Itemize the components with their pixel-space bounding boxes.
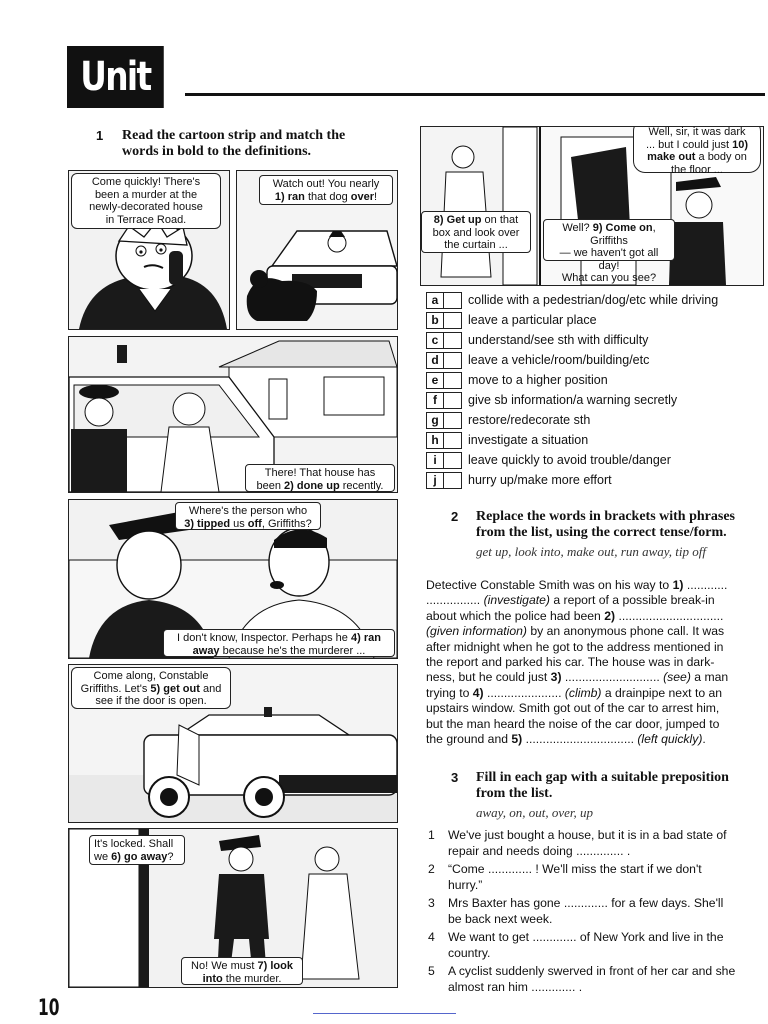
cartoon-panel-6 xyxy=(420,126,764,286)
answer-box[interactable] xyxy=(444,432,462,449)
cartoon-panel-3 xyxy=(68,499,398,659)
answer-box[interactable] xyxy=(444,472,462,489)
speech-bubble-6b: 8) Get up on that box and look over the curtain ... xyxy=(421,211,531,253)
definition-text: leave a particular place xyxy=(468,313,597,327)
definition-letter: c xyxy=(426,332,444,349)
speech-bubble-1b: Watch out! You nearly 1) ran that dog over! xyxy=(259,175,393,205)
definition-letter: g xyxy=(426,412,444,429)
cartoon-panel-1a xyxy=(68,170,230,330)
definition-text: leave quickly to avoid trouble/danger xyxy=(468,453,671,467)
footer-link-line xyxy=(313,1013,456,1014)
definition-row xyxy=(426,291,718,309)
cartoon-panel-2 xyxy=(68,336,398,493)
page-number: 10 xyxy=(38,996,60,1021)
definition-row xyxy=(426,451,671,469)
definition-text: collide with a pedestrian/dog/etc while driving xyxy=(468,293,719,307)
answer-box[interactable] xyxy=(444,332,462,349)
speech-bubble-5b: No! We must 7) look into the murder. xyxy=(181,957,303,985)
exercise3-number: 3 xyxy=(451,770,459,785)
definition-text: understand/see sth with difficulty xyxy=(468,333,649,347)
exercise1-number: 1 xyxy=(96,128,104,143)
definition-letter: b xyxy=(426,312,444,329)
definition-letter: f xyxy=(426,392,444,409)
unit-title: Unit 2 xyxy=(67,46,164,108)
definition-row xyxy=(426,331,648,349)
speech-bubble-1a: Come quickly! There's been a murder at the newly-decorated house in Terrace Road. xyxy=(71,173,221,229)
gap[interactable]: ................................ xyxy=(525,732,634,747)
answer-box[interactable] xyxy=(444,352,462,369)
speech-bubble-3a: Where's the person who 3) tipped us off, Griffiths? xyxy=(175,502,321,530)
definition-letter: j xyxy=(426,472,444,489)
definition-letter: d xyxy=(426,352,444,369)
definition-letter: h xyxy=(426,432,444,449)
exercise3-word-list: away, on, out, over, up xyxy=(476,805,593,820)
definition-row xyxy=(426,431,588,449)
speech-bubble-2: There! That house has been 2) done up recently. xyxy=(245,464,395,492)
exercise2-title: Replace the words in brackets with phrases from the list, using the correct tense/form. xyxy=(476,509,735,540)
definition-letter: i xyxy=(426,452,444,469)
definition-letter: a xyxy=(426,292,444,309)
answer-box[interactable] xyxy=(444,452,462,469)
speech-bubble-5a: It's locked. Shall we 6) go away? xyxy=(89,835,185,865)
answer-box[interactable] xyxy=(444,312,462,329)
gap[interactable]: ...................... xyxy=(486,685,562,700)
definition-row xyxy=(426,471,612,489)
answer-box[interactable] xyxy=(444,372,462,389)
exercise2-word-list: get up, look into, make out, run away, tip off xyxy=(476,544,707,559)
definition-text: restore/redecorate sth xyxy=(468,413,591,427)
definition-row xyxy=(426,411,590,429)
speech-bubble-6a: Well, sir, it was dark ... but I could just 10) make out a body on the floor ... xyxy=(633,126,761,173)
speech-bubble-4: Come along, Constable Griffiths. Let's 5) get out and see if the door is open. xyxy=(71,667,231,709)
definition-text: move to a higher position xyxy=(468,373,608,387)
definition-row xyxy=(426,311,597,329)
cartoon-panel-1b xyxy=(236,170,398,330)
exercise2-paragraph: Detective Constable Smith was on his way to 1) ............ ................ (investigate) a report of a possible break-in about which the police had been 2) ............................... (given information) by an anonymous phone call. It was after midnight when he got to the address mentioned in the report and parked his car. The house was in dark- ness, but he could just 3) ............................ (see) a man trying to 4) ...................... (climb) a drainpipe next to an upstairs window. Smith got out of the car to arrest him, but the man heard the noise of the car door, jumped to the ground and 5) ................................ (left quickly). xyxy=(426,578,729,747)
definition-text: leave a vehicle/room/building/etc xyxy=(468,353,650,367)
answer-box[interactable] xyxy=(444,412,462,429)
gap[interactable]: ................ xyxy=(426,593,481,608)
exercise1-title: Read the cartoon strip and match the words in bold to the definitions. xyxy=(122,128,346,159)
definition-text: hurry up/make more effort xyxy=(468,473,612,487)
definition-text: give sb information/a warning secretly xyxy=(468,393,678,407)
cartoon-panel-4 xyxy=(68,664,398,823)
definition-text: investigate a situation xyxy=(468,433,589,447)
gap[interactable]: ............ xyxy=(686,578,728,592)
exercise3-title: Fill in each gap with a suitable preposition from the list. xyxy=(476,770,729,801)
gap[interactable]: ............................... xyxy=(618,608,724,623)
answer-box[interactable] xyxy=(444,392,462,409)
speech-bubble-6c: Well? 9) Come on, Griffiths — we haven't got all day! What can you see? xyxy=(543,219,675,261)
answer-box[interactable] xyxy=(444,292,462,309)
definition-letter: e xyxy=(426,372,444,389)
definition-row xyxy=(426,371,608,389)
cartoon-panel-5 xyxy=(68,828,398,988)
definition-row xyxy=(426,391,677,409)
definition-row xyxy=(426,351,649,369)
exercise2-number: 2 xyxy=(451,509,459,524)
header-rule xyxy=(185,93,765,96)
speech-bubble-3b: I don't know, Inspector. Perhaps he 4) ran away because he's the murderer ... xyxy=(163,629,395,657)
gap[interactable]: ............................ xyxy=(564,670,660,685)
